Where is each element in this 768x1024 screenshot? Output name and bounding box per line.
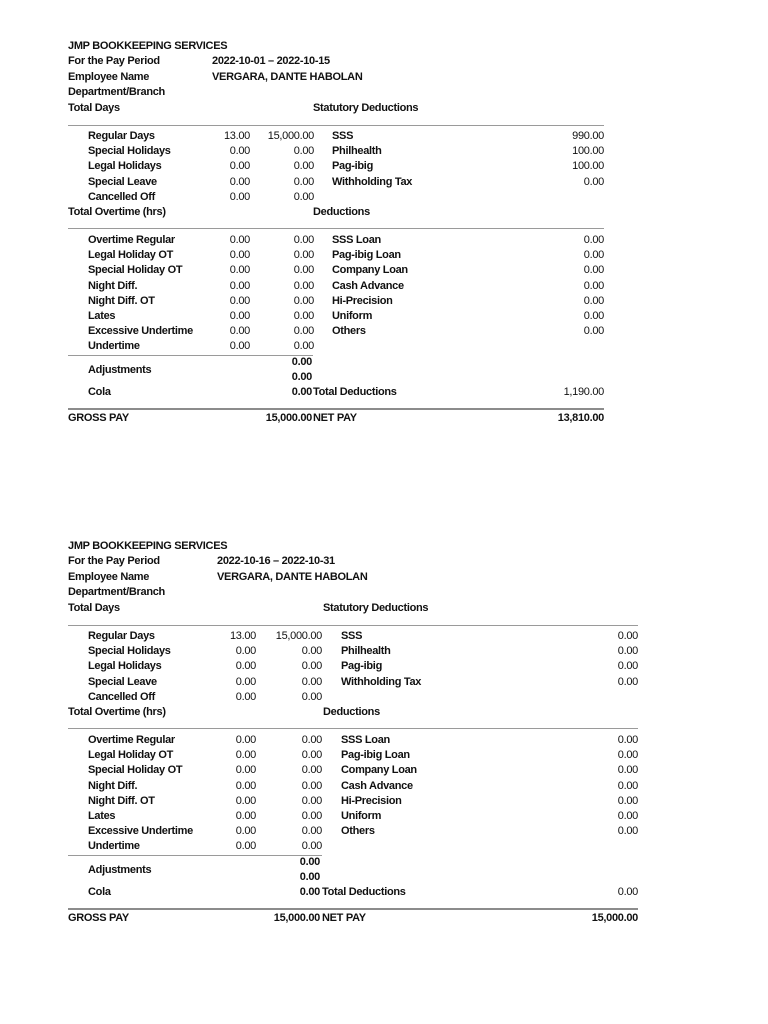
- employee-name-label: Employee Name: [68, 571, 150, 583]
- overtime-row-amount: 0.00: [301, 794, 322, 807]
- statutory-label: Withholding Tax: [332, 175, 413, 188]
- day-row-days: 0.00: [235, 660, 256, 673]
- overtime-row-hours: 0.00: [229, 340, 250, 353]
- cola-label: Cola: [88, 386, 111, 398]
- overtime-row-label: Night Diff. OT: [88, 294, 155, 307]
- day-row-label: Cancelled Off: [88, 190, 156, 203]
- statutory-deductions-heading: Statutory Deductions: [313, 102, 419, 114]
- day-row-days: 0.00: [229, 160, 250, 173]
- adjustments-value-2: 0.00: [291, 371, 312, 383]
- deduction-amount: 0.00: [583, 279, 604, 292]
- overtime-row-amount: 0.00: [301, 779, 322, 792]
- divider: [68, 408, 604, 410]
- overtime-row-hours: 0.00: [229, 279, 250, 292]
- adjustments-value-1: 0.00: [299, 856, 320, 868]
- overtime-row-hours: 0.00: [229, 264, 250, 277]
- deduction-label: Company Loan: [332, 264, 408, 277]
- cola-label: Cola: [88, 886, 111, 898]
- payslip: [0, 40, 768, 500]
- overtime-row-amount: 0.00: [293, 325, 314, 338]
- overtime-row-label: Lates: [88, 810, 116, 822]
- deduction-label: SSS Loan: [332, 234, 381, 246]
- deduction-amount: 0.00: [617, 764, 638, 777]
- statutory-amount: 0.00: [617, 630, 638, 642]
- deduction-label: Pag-ibig Loan: [341, 749, 410, 762]
- day-row-days: 13.00: [223, 130, 250, 142]
- day-row-label: Special Holidays: [88, 645, 171, 658]
- cola-value: 0.00: [299, 886, 320, 898]
- overtime-row-hours: 0.00: [229, 234, 250, 246]
- statutory-amount: 0.00: [617, 645, 638, 658]
- total-deductions-value: 1,190.00: [563, 386, 604, 398]
- day-row-amount: 0.00: [301, 675, 322, 688]
- overtime-row-hours: 0.00: [229, 294, 250, 307]
- statutory-label: Philhealth: [332, 145, 382, 158]
- overtime-row-hours: 0.00: [229, 310, 250, 322]
- overtime-row-amount: 0.00: [293, 310, 314, 322]
- employee-name-value: VERGARA, DANTE HABOLAN: [217, 571, 368, 583]
- gross-pay-value: 15,000.00: [273, 912, 320, 924]
- statutory-deductions-heading: Statutory Deductions: [323, 602, 429, 614]
- divider: [68, 625, 638, 626]
- net-pay-label: NET PAY: [322, 912, 366, 924]
- deduction-label: Uniform: [332, 310, 373, 322]
- overtime-row-hours: 0.00: [235, 825, 256, 838]
- divider: [68, 908, 638, 910]
- day-row-amount: 15,000.00: [275, 630, 322, 642]
- department-label: Department/Branch: [68, 86, 165, 98]
- statutory-amount: 100.00: [572, 145, 604, 158]
- deduction-amount: 0.00: [583, 264, 604, 277]
- day-row-label: Regular Days: [88, 130, 155, 142]
- overtime-row-label: Night Diff. OT: [88, 794, 155, 807]
- cola-value: 0.00: [291, 386, 312, 398]
- net-pay-value: 15,000.00: [591, 912, 638, 924]
- deduction-label: Hi-Precision: [341, 794, 402, 807]
- deductions-heading: Deductions: [313, 206, 370, 218]
- employee-name-label: Employee Name: [68, 71, 150, 83]
- day-row-amount: 0.00: [293, 145, 314, 158]
- overtime-row-amount: 0.00: [301, 734, 322, 746]
- deduction-amount: 0.00: [583, 310, 604, 322]
- deduction-amount: 0.00: [583, 234, 604, 246]
- overtime-row-hours: 0.00: [235, 764, 256, 777]
- total-deductions-label: Total Deductions: [322, 886, 406, 898]
- adjustments-label: Adjustments: [88, 364, 152, 376]
- day-row-days: 0.00: [229, 145, 250, 158]
- overtime-row-label: Night Diff.: [88, 279, 138, 292]
- statutory-label: Withholding Tax: [341, 675, 422, 688]
- deductions-heading: Deductions: [323, 706, 380, 718]
- deduction-amount: 0.00: [617, 749, 638, 762]
- payslip: [0, 540, 768, 1000]
- day-row-label: Cancelled Off: [88, 690, 156, 703]
- deduction-amount: 0.00: [617, 794, 638, 807]
- overtime-row-hours: 0.00: [235, 734, 256, 746]
- day-row-days: 0.00: [229, 190, 250, 203]
- overtime-row-amount: 0.00: [293, 279, 314, 292]
- deduction-label: Cash Advance: [332, 279, 404, 292]
- deduction-amount: 0.00: [617, 779, 638, 792]
- overtime-row-hours: 0.00: [235, 794, 256, 807]
- overtime-row-amount: 0.00: [293, 340, 314, 353]
- day-row-label: Regular Days: [88, 630, 155, 642]
- day-row-days: 0.00: [235, 645, 256, 658]
- net-pay-label: NET PAY: [313, 412, 357, 424]
- gross-pay-value: 15,000.00: [265, 412, 312, 424]
- pay-period-value: 2022-10-01 – 2022-10-15: [212, 55, 330, 67]
- adjustments-label: Adjustments: [88, 864, 152, 876]
- total-deductions-value: 0.00: [617, 886, 638, 898]
- pay-period-label: For the Pay Period: [68, 55, 160, 67]
- deduction-label: Uniform: [341, 810, 382, 822]
- deduction-label: Pag-ibig Loan: [332, 249, 401, 262]
- overtime-row-label: Night Diff.: [88, 779, 138, 792]
- statutory-amount: 0.00: [617, 660, 638, 673]
- total-days-label: Total Days: [68, 602, 120, 614]
- total-overtime-label: Total Overtime (hrs): [68, 706, 166, 718]
- gross-pay-label: GROSS PAY: [68, 412, 129, 424]
- overtime-row-hours: 0.00: [229, 249, 250, 262]
- deduction-label: SSS Loan: [341, 734, 390, 746]
- day-row-amount: 15,000.00: [267, 130, 314, 142]
- day-row-label: Special Leave: [88, 175, 157, 188]
- adjustments-value-1: 0.00: [291, 356, 312, 368]
- overtime-row-amount: 0.00: [301, 749, 322, 762]
- employee-name-value: VERGARA, DANTE HABOLAN: [212, 71, 363, 83]
- overtime-row-hours: 0.00: [235, 810, 256, 822]
- overtime-row-label: Special Holiday OT: [88, 264, 183, 277]
- day-row-days: 13.00: [229, 630, 256, 642]
- deduction-label: Cash Advance: [341, 779, 413, 792]
- statutory-amount: 0.00: [617, 675, 638, 688]
- overtime-row-label: Legal Holiday OT: [88, 249, 174, 262]
- company-name: JMP BOOKKEEPING SERVICES: [68, 40, 228, 52]
- overtime-row-label: Lates: [88, 310, 116, 322]
- net-pay-value: 13,810.00: [557, 412, 604, 424]
- divider: [68, 728, 638, 729]
- overtime-row-amount: 0.00: [293, 249, 314, 262]
- deduction-amount: 0.00: [617, 734, 638, 746]
- statutory-label: SSS: [341, 630, 363, 642]
- overtime-row-amount: 0.00: [293, 294, 314, 307]
- statutory-label: Pag-ibig: [341, 660, 382, 673]
- day-row-label: Special Leave: [88, 675, 157, 688]
- deduction-label: Hi-Precision: [332, 294, 393, 307]
- overtime-row-hours: 0.00: [235, 749, 256, 762]
- overtime-row-amount: 0.00: [301, 840, 322, 853]
- overtime-row-label: Undertime: [88, 840, 140, 853]
- overtime-row-amount: 0.00: [301, 825, 322, 838]
- deduction-label: Company Loan: [341, 764, 417, 777]
- overtime-row-label: Overtime Regular: [88, 234, 175, 246]
- day-row-amount: 0.00: [301, 690, 322, 703]
- deduction-amount: 0.00: [583, 249, 604, 262]
- company-name: JMP BOOKKEEPING SERVICES: [68, 540, 228, 552]
- adjustments-value-2: 0.00: [299, 871, 320, 883]
- pay-period-value: 2022-10-16 – 2022-10-31: [217, 555, 335, 567]
- deduction-amount: 0.00: [617, 825, 638, 838]
- statutory-amount: 100.00: [572, 160, 604, 173]
- day-row-amount: 0.00: [293, 160, 314, 173]
- day-row-amount: 0.00: [293, 190, 314, 203]
- deduction-amount: 0.00: [617, 810, 638, 822]
- overtime-row-hours: 0.00: [235, 779, 256, 792]
- total-deductions-label: Total Deductions: [313, 386, 397, 398]
- day-row-amount: 0.00: [301, 645, 322, 658]
- overtime-row-label: Legal Holiday OT: [88, 749, 174, 762]
- day-row-amount: 0.00: [293, 175, 314, 188]
- overtime-row-hours: 0.00: [235, 840, 256, 853]
- overtime-row-label: Undertime: [88, 340, 140, 353]
- day-row-days: 0.00: [229, 175, 250, 188]
- day-row-amount: 0.00: [301, 660, 322, 673]
- deduction-amount: 0.00: [583, 325, 604, 338]
- deduction-amount: 0.00: [583, 294, 604, 307]
- divider: [68, 228, 604, 229]
- pay-period-label: For the Pay Period: [68, 555, 160, 567]
- day-row-label: Legal Holidays: [88, 660, 162, 673]
- statutory-label: Pag-ibig: [332, 160, 373, 173]
- statutory-label: SSS: [332, 130, 354, 142]
- statutory-label: Philhealth: [341, 645, 391, 658]
- deduction-label: Others: [341, 825, 375, 838]
- statutory-amount: 0.00: [583, 175, 604, 188]
- overtime-row-label: Excessive Undertime: [88, 325, 193, 338]
- overtime-row-label: Excessive Undertime: [88, 825, 193, 838]
- department-label: Department/Branch: [68, 586, 165, 598]
- total-overtime-label: Total Overtime (hrs): [68, 206, 166, 218]
- overtime-row-amount: 0.00: [301, 810, 322, 822]
- overtime-row-label: Special Holiday OT: [88, 764, 183, 777]
- total-days-label: Total Days: [68, 102, 120, 114]
- day-row-label: Legal Holidays: [88, 160, 162, 173]
- day-row-label: Special Holidays: [88, 145, 171, 158]
- deduction-label: Others: [332, 325, 366, 338]
- overtime-row-amount: 0.00: [293, 234, 314, 246]
- gross-pay-label: GROSS PAY: [68, 912, 129, 924]
- day-row-days: 0.00: [235, 690, 256, 703]
- statutory-amount: 990.00: [572, 130, 604, 142]
- divider: [68, 125, 604, 126]
- overtime-row-hours: 0.00: [229, 325, 250, 338]
- overtime-row-amount: 0.00: [301, 764, 322, 777]
- overtime-row-label: Overtime Regular: [88, 734, 175, 746]
- day-row-days: 0.00: [235, 675, 256, 688]
- overtime-row-amount: 0.00: [293, 264, 314, 277]
